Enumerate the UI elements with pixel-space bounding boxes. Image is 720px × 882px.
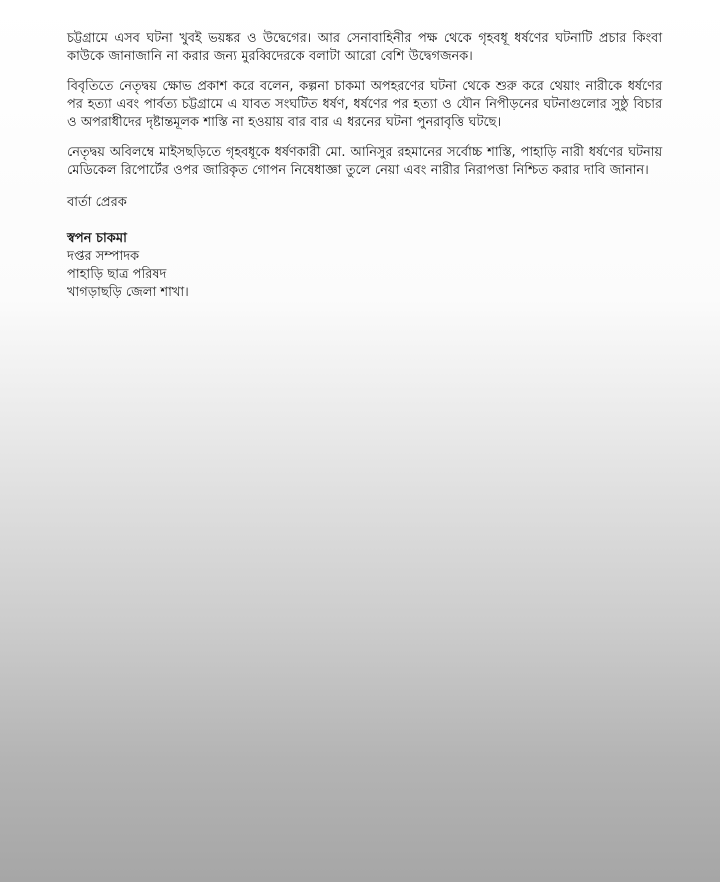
document-body [67, 30, 662, 302]
paragraph-1: চট্টগ্রামে এসব ঘটনা খুবই ভয়ঙ্কর ও উদ্বেগের। আর সেনাবাহিনীর পক্ষ থেকে গৃহবধূ ধর্ষণের ঘটনাটি প্রচার কিংবা কাউকে জানাজানি না করার জন্য মুরব্বিদেরকে বলাটা আরো বেশি উদ্বেগজনক। [67, 31, 662, 64]
signature-name: স্বপন চাকমা [67, 231, 127, 246]
signature-title: দপ্তর সম্পাদক [67, 249, 140, 264]
signature-block [67, 230, 662, 302]
paragraph-2: বিবৃতিতে নেতৃদ্বয় ক্ষোভ প্রকাশ করে বলেন, কল্পনা চাকমা অপহরণের ঘটনা থেকে শুরু করে থেয়াং নারীকে ধর্ষণের পর হত্যা এবং পার্বত্য চট্টগ্রামে এ যাবত সংঘটিত ধর্ষণ, ধর্ষণের পর হত্যা ও যৌন নিপীড়নের ঘটনাগুলোর সুষ্ঠু বিচার ও অপরাধীদের দৃষ্টান্তমূলক শাস্তি না হওয়ায় বার বার এ ধরনের ঘটনা পুনরাবৃত্তি ঘটছে। [67, 79, 662, 130]
signature-organization: পাহাড়ি ছাত্র পরিষদ [67, 267, 167, 282]
paragraph-3: নেতৃদ্বয় অবিলম্বে মাইসছড়িতে গৃহবধূকে ধর্ষণকারী মো. আনিসুর রহমানের সর্বোচ্চ শাস্তি, পাহাড়ি নারী ধর্ষণের ঘটনায় মেডিকেল রিপোর্টের ওপর জারিকৃত গোপন নিষেধাজ্ঞা তুলে নেয়া এবং নারীর নিরাপত্তা নিশ্চিত করার দাবি জানান। [67, 145, 662, 178]
signature-branch: খাগড়াছড়ি জেলা শাখা। [67, 285, 189, 300]
signoff-line: বার্তা প্রেরক [67, 195, 127, 210]
